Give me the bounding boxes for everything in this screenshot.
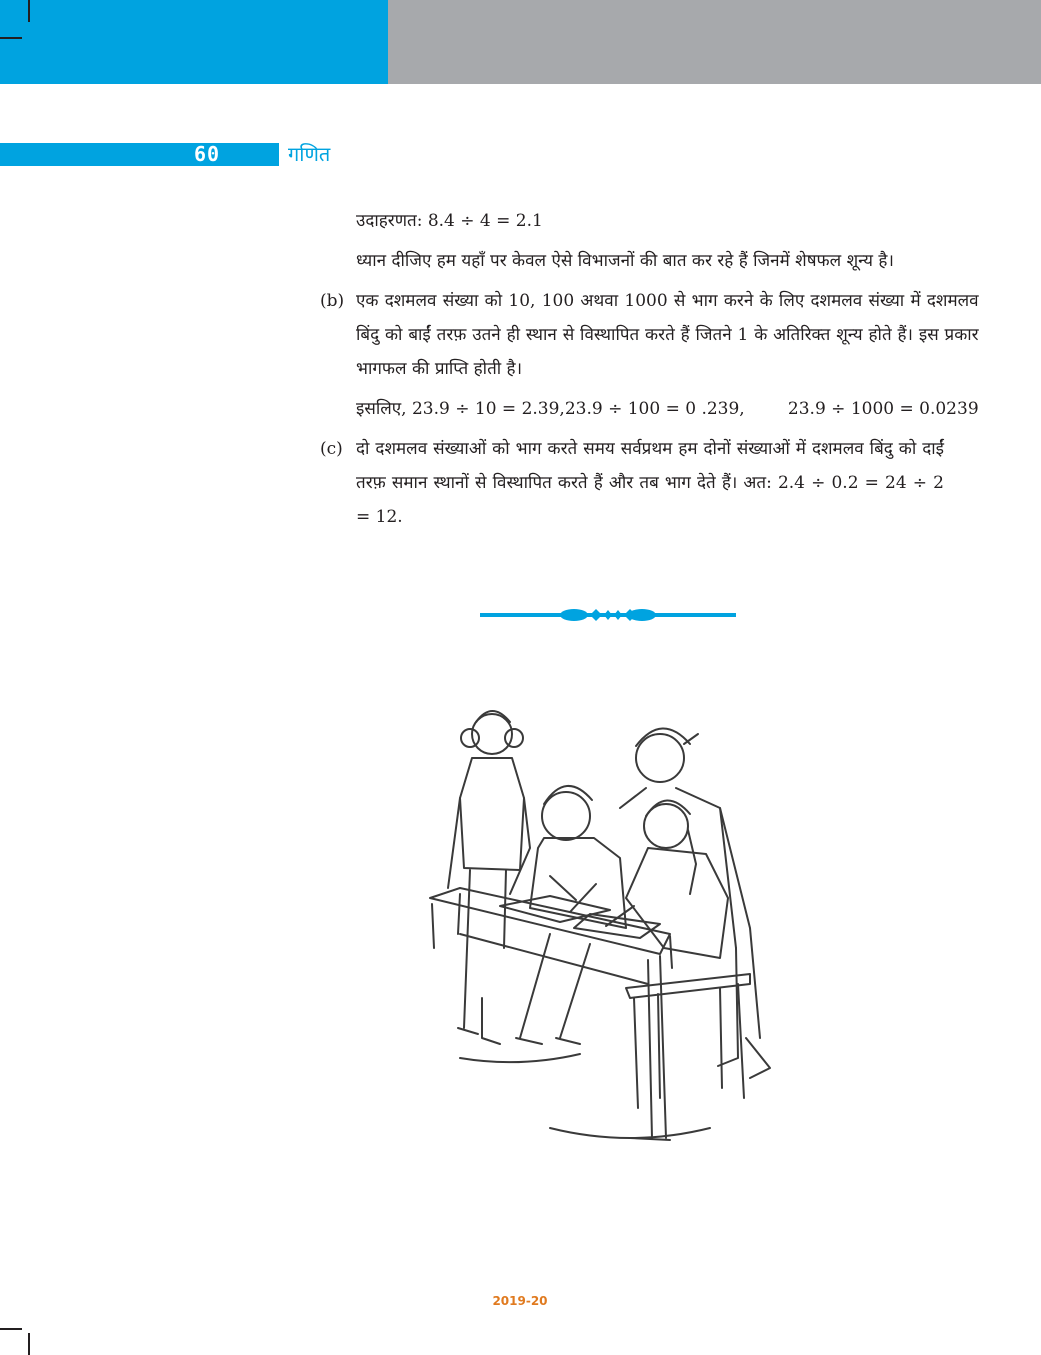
crop-mark [28, 1333, 30, 1355]
page-number: 60 [194, 142, 221, 166]
top-band-blue [0, 0, 388, 84]
note-paragraph: ध्यान दीजिए हम यहाँ पर केवल ऐसे विभाजनों की बात कर रहे हैं जिनमें शेषफल शून्य है। [356, 251, 894, 271]
crop-mark [28, 0, 30, 22]
footer-year: 2019-20 [492, 1294, 548, 1308]
list-item-c [320, 432, 944, 534]
item-label: (b) [320, 291, 345, 311]
crop-mark [0, 1328, 22, 1330]
students-studying-icon [420, 698, 780, 1168]
list-item-b [320, 284, 979, 426]
content-body [320, 204, 979, 540]
item-body [356, 284, 979, 426]
item-example: इसलिए, 23.9 ÷ 10 = 2.39,23.9 ÷ 100 = 0 .239, 23.9 ÷ 1000 = 0.0239 [356, 399, 979, 419]
item-body [356, 432, 944, 534]
crop-mark [0, 37, 22, 39]
item-text: एक दशमलव संख्या को 10, 100 अथवा 1000 से भाग करने के लिए दशमलव संख्या में दशमलव बिंदु को बाईं तरफ़ उतने ही स्थान से विस्थापित करते हैं जितने 1 के अतिरिक्त शून्य होते हैं। इस प्रकार भागफल की प्राप्ति होती है। [356, 291, 979, 379]
example-line: उदाहरणत: 8.4 ÷ 4 = 2.1 [356, 211, 543, 231]
item-text: दो दशमलव संख्याओं को भाग करते समय सर्वप्रथम हम दोनों संख्याओं में दशमलव बिंदु को दाईं तरफ़ समान स्थानों से विस्थापित करते हैं और तब भाग देते हैं। अत: 2.4 ÷ 0.2 = 24 ÷ 2 = 12. [356, 439, 944, 527]
decorative-divider-icon [478, 602, 738, 628]
top-band-grey [388, 0, 1041, 84]
subject-title: गणित [288, 142, 331, 166]
item-label: (c) [320, 439, 343, 459]
